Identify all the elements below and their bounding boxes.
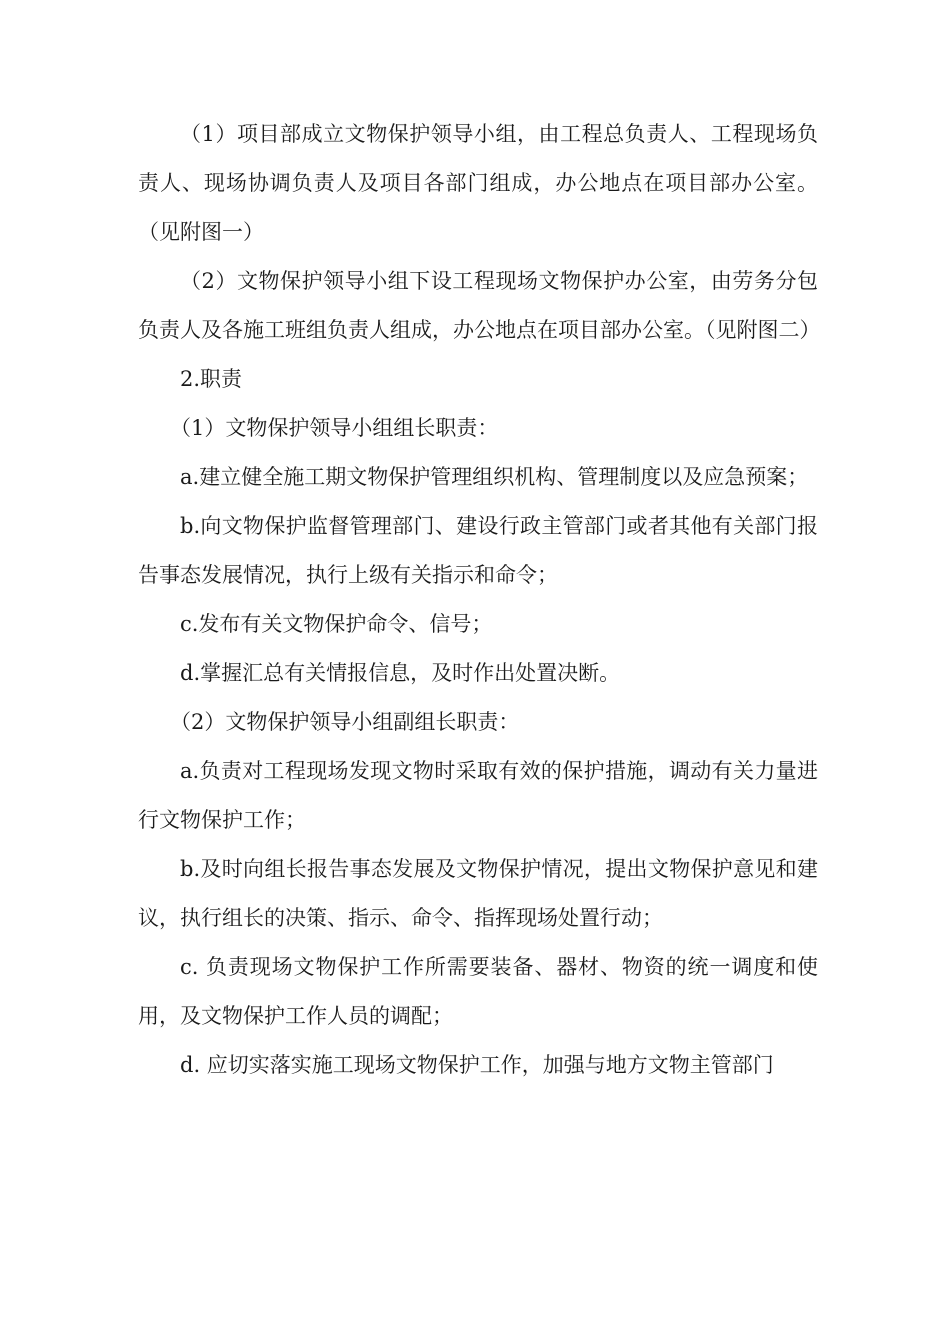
list-item-leader-c: c.发布有关文物保护命令、信号； bbox=[180, 612, 493, 636]
list-item-leader-b: b.向文物保护监督管理部门、建设行政主管部门或者其他有关部门报告事态发展情况，执行上级有关指示和命令； bbox=[138, 514, 818, 587]
section-heading-duties: 2.职责 bbox=[180, 367, 243, 391]
subheading-leader-duties: （1）文物保护领导小组组长职责： bbox=[170, 416, 499, 440]
list-item-leader-a: a.建立健全施工期文物保护管理组织机构、管理制度以及应急预案； bbox=[180, 465, 809, 489]
list-item-deputy-a: a.负责对工程现场发现文物时采取有效的保护措施，调动有关力量进行文物保护工作； bbox=[138, 759, 818, 832]
list-item-deputy-b: b.及时向组长报告事态发展及文物保护情况，提出文物保护意见和建议，执行组长的决策、指示、命令、指挥现场处置行动； bbox=[138, 857, 818, 930]
list-item-leader-d: d.掌握汇总有关情报信息，及时作出处置决断。 bbox=[180, 661, 621, 685]
subheading-deputy-duties: （2）文物保护领导小组副组长职责： bbox=[170, 710, 520, 734]
document-body bbox=[138, 110, 821, 1090]
paragraph-org-leading-group: （1）项目部成立文物保护领导小组，由工程总负责人、工程现场负责人、现场协调负责人及项目各部门组成，办公地点在项目部办公室。（见附图一） bbox=[138, 122, 818, 244]
paragraph-org-site-office: （2）文物保护领导小组下设工程现场文物保护办公室，由劳务分包负责人及各施工班组负责人组成，办公地点在项目部办公室。（见附图二） bbox=[138, 269, 821, 342]
list-item-deputy-c: c. 负责现场文物保护工作所需要装备、器材、物资的统一调度和使用，及文物保护工作人员的调配； bbox=[138, 955, 818, 1028]
list-item-deputy-d: d. 应切实落实施工现场文物保护工作，加强与地方文物主管部门 bbox=[180, 1053, 774, 1077]
